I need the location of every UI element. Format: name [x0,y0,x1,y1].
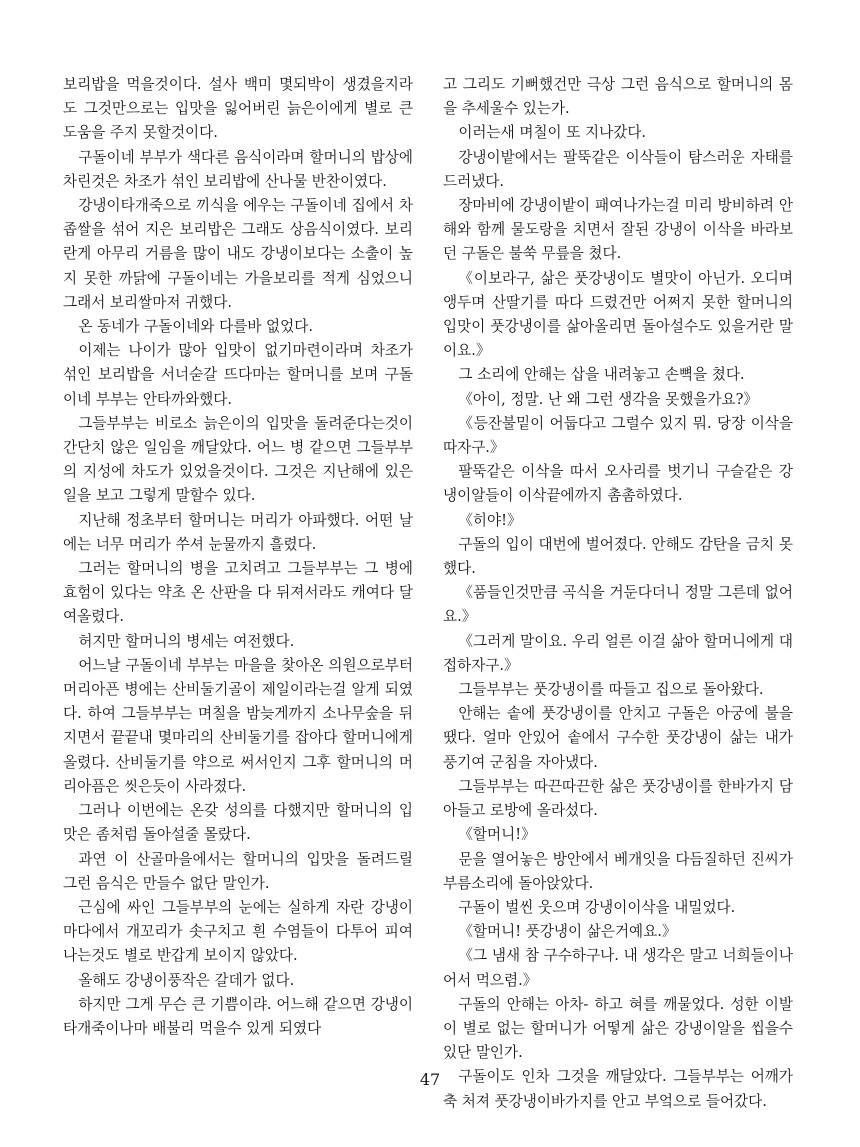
paragraph: 《히야!》 [458,511,522,529]
paragraph: 구돌이네 부부가 색다른 음식이라며 할머니의 밥상에 차린것은 차조가 섞인 보리밥에 산나물 반찬이였다. [63,148,413,190]
page-number: 47 [419,1070,441,1089]
paragraph: 고 그리도 기뻐했건만 극상 그런 음식으로 할머니의 몸을 추세울수 있는가. [443,76,793,118]
paragraph: 《그러게 말이요. 우리 얼른 이걸 삶아 할머니에게 대접하자구.》 [443,632,793,674]
paragraph: 《이보라구, 삶은 풋강냉이도 별맛이 아닌가. 오디며 앵두며 산딸기를 따다 드렸건만 어쩌지 못한 할머니의 입맛이 풋강냉이를 삶아올리면 돌아설수도 있을거란 말이요.》 [443,269,793,360]
paragraph: 《할머니!》 [458,826,536,844]
paragraph: 이러는새 며칠이 또 지나갔다. [458,124,647,142]
paragraph: 강냉이밭에서는 팔뚝같은 이삭들이 탐스러운 자태를 드러냈다. [443,148,793,190]
paragraph: 올해도 강냉이풍작은 갈데가 없다. [78,971,295,989]
paragraph: 그 소리에 안해는 삽을 내려놓고 손뼉을 쳤다. [458,366,745,384]
paragraph: 근심에 싸인 그들부부의 눈에는 실하게 자란 강냉이마다에서 개꼬리가 솟구치고 흰 수염들이 다투어 피여나는것도 별로 반갑게 보이지 않았다. [63,898,413,965]
paragraph: 지난해 정초부터 할머니는 머리가 아파했다. 어떤 날에는 너무 머리가 쑤셔 눈물까지 흘렸다. [63,511,413,553]
paragraph: 《할머니! 풋강냉이 삶은거예요.》 [458,923,677,941]
paragraph: 어느날 구돌이네 부부는 마을을 찾아온 의원으로부터 머리아픈 병에는 산비둘기골이 제일이라는걸 알게 되였다. 하여 그들부부는 며칠을 밤늦게까지 소나무숲을 뒤지면서 끝끝내 몇마리의 산비둘기를 잡아다 할머니에게 올렸다. 산비둘기를 약으로 써서인지 그후 할머니의 머리아픔은 씻은듯이 사라졌다. [63,656,413,795]
paragraph: 구돌이도 인차 그것을 깨달았다. 그들부부는 어깨가 축 처져 풋강냉이바가지를 안고 부엌으로 들어갔다. [443,1068,793,1110]
paragraph: 《그 냄새 참 구수하구나. 내 생각은 말고 너희들이나 어서 먹으렴.》 [443,947,793,989]
paragraph: 장마비에 강냉이밭이 패여나가는걸 미리 방비하려 안해와 함께 물도랑을 치면서 잘된 강냉이 이삭을 바라보던 구돌은 불쑥 무릎을 쳤다. [443,197,793,263]
paragraph: 구돌이 벌씬 웃으며 강냉이이삭을 내밀었다. [458,898,736,916]
paragraph: 문을 열어놓은 방안에서 베개잇을 다듬질하던 진씨가 부름소리에 돌아앉았다. [443,850,793,892]
paragraph: 그러나 이번에는 온갖 성의를 다했지만 할머니의 입맛은 좀처럼 돌아설줄 몰랐다. [63,802,413,844]
right-text-column [443,73,793,1114]
paragraph: 이제는 나이가 많아 입맛이 없기마련이라며 차조가 섞인 보리밥을 서너숟갈 뜨다마는 할머니를 보며 구돌이네 부부는 안타까와했다. [63,342,413,408]
paragraph: 구돌의 입이 대번에 벌어졌다. 안해도 감탄을 금치 못했다. [443,535,793,578]
paragraph: 허지만 할머니의 병세는 여전했다. [78,632,295,650]
paragraph: 《등잔불밑이 어둡다고 그럴수 있지 뭐. 당장 이삭을 따자구.》 [443,414,793,457]
paragraph: 강냉이타개죽으로 끼식을 에우는 구돌이네 집에서 차좁쌀을 섞어 지은 보리밥은 그래도 상음식이였다. 보리란게 아무리 거름을 많이 내도 강냉이보다는 소출이 높지 못한 까닭에 구돌이네는 가을보리를 적게 심었으니 그래서 보리쌀마저 귀했다. [63,197,413,311]
paragraph: 구돌의 안해는 아차- 하고 혀를 깨물었다. 성한 이발이 별로 없는 할머니가 어떻게 삶은 강냉이알을 씹을수 있단 말인가. [443,995,793,1062]
paragraph: 그들부부는 풋강냉이를 따들고 집으로 돌아왔다. [458,681,764,699]
paragraph: 《품들인것만큼 곡식을 거둔다더니 정말 그른데 없어요.》 [443,584,793,626]
paragraph: 하지만 그게 무슨 큰 기쁨이랴. 어느해 같으면 강냉이타개죽이나마 배불리 먹을수 있게 되였다 [63,995,413,1037]
paragraph: 그들부부는 비로소 늙은이의 입맛을 돌려준다는것이 간단치 않은 일임을 깨달았다. 어느 병 같으면 그들부부의 지성에 차도가 있었을것이다. 그것은 지난해에 있은 일을 보고 그렇게 말할수 있다. [63,414,413,505]
paragraph: 보리밥을 먹을것이다. 설사 백미 몇되박이 생겼을지라도 그것만으로는 입맛을 잃어버린 늙은이에게 별로 큰 도움을 주지 못할것이다. [63,76,413,142]
paragraph: 팔뚝같은 이삭을 따서 오사리를 벗기니 구슬같은 강냉이알들이 이삭끝에까지 촘촘하였다. [443,463,793,505]
paragraph: 그러는 할머니의 병을 고치려고 그들부부는 그 병에 효험이 있다는 약초 온 산판을 다 뒤져서라도 캐여다 달여올렸다. [63,560,413,626]
paragraph: 온 동네가 구돌이네와 다를바 없었다. [78,318,313,336]
paragraph: 안해는 솥에 풋강냉이를 안치고 구돌은 아궁에 불을 땠다. 얼마 안있어 솥에서 구수한 풋강냉이 삶는 내가 풍기여 군침을 자아냈다. [443,705,793,771]
paragraph: 그들부부는 따끈따끈한 삶은 풋강냉이를 한바가지 담아들고 로방에 올라섰다. [443,777,793,820]
left-text-column [63,73,413,1041]
paragraph: 《아이, 정말. 난 왜 그런 생각을 못했을가요?》 [458,390,759,408]
paragraph: 과연 이 산골마을에서는 할머니의 입맛을 돌려드릴 그런 음식은 만들수 없단 말인가. [63,850,413,892]
